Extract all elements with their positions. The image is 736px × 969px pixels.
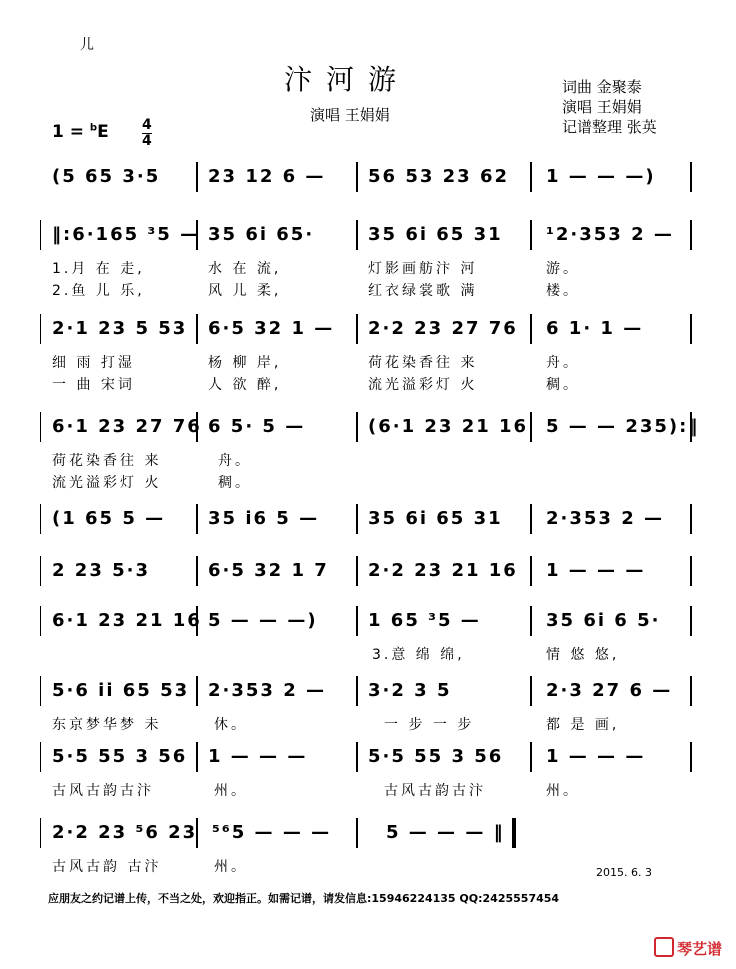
bar-line: [530, 504, 532, 534]
measure-group: 2·2 23 ⁵6 23: [52, 822, 198, 843]
measure-group: 3·2 3 5: [368, 680, 452, 701]
lyric-text: 水 在 流,: [208, 261, 282, 277]
bar-line: [356, 676, 358, 706]
footer-note: 应朋友之约记谱上传，不当之处，欢迎指正。如需记谱，请发信息:15946224135 QQ:2425557454: [48, 892, 560, 905]
measure-group: 2·1 23 5 53: [52, 318, 188, 339]
measure-group: 1 65 ³5 —: [368, 610, 481, 631]
bar-line: [690, 556, 692, 586]
bar-line: [690, 676, 692, 706]
bar-line: [356, 818, 358, 848]
bar-line: [356, 162, 358, 192]
measure-group: 2·353 2 —: [546, 508, 664, 529]
lyric-text: 州。: [546, 783, 580, 799]
bar-line: [530, 220, 532, 250]
measure-group: 1 — — —): [546, 166, 656, 187]
bar-line: [356, 220, 358, 250]
lyric-text: 古风古韵古汴: [52, 783, 154, 799]
measure-group: ‖:6·165 ³5 —: [52, 224, 201, 245]
measure-group: ¹2·353 2 —: [546, 224, 674, 245]
lyric-text: 州。: [214, 859, 248, 875]
measure-group: 35 6i 65 31: [368, 224, 503, 245]
bar-line: [40, 676, 41, 706]
measure-group: 23 12 6 —: [208, 166, 326, 187]
measure-group: 35 6i 65 31: [368, 508, 503, 529]
lyric-text: 稠。: [546, 377, 580, 393]
measure-group: 2·2 23 27 76: [368, 318, 518, 339]
lyric-text: 流光溢彩灯 火: [368, 377, 478, 393]
bar-line: [690, 606, 692, 636]
bar-line: [530, 162, 532, 192]
measure-group: 5 — — —): [208, 610, 318, 631]
lyric-text: 古风古韵古汴: [384, 783, 486, 799]
measure-group: 1 — — —: [546, 746, 646, 767]
bar-line: [196, 556, 198, 586]
lyric-text: 灯影画舫汴 河: [368, 261, 478, 277]
measure-group: 2 23 5·3: [52, 560, 150, 581]
measure-group: 6 1· 1 —: [546, 318, 644, 339]
lyric-text: 情 悠 悠,: [546, 647, 620, 663]
bar-line: [356, 412, 358, 442]
watermark-logo: 琴艺谱: [654, 937, 722, 959]
lyric-text: 州。: [214, 783, 248, 799]
bar-line: [530, 412, 532, 442]
lyric-text: 都 是 画,: [546, 717, 620, 733]
singer-line: 演唱 王娟娟: [310, 106, 390, 124]
lyric-text: 荷花染香往 来: [368, 355, 478, 371]
bar-line: [356, 314, 358, 344]
measure-group: 35 i6 5 —: [208, 508, 320, 529]
bar-line: [690, 742, 692, 772]
bar-line: [356, 556, 358, 586]
bar-line: [196, 314, 198, 344]
lyric-text: 流光溢彩灯 火: [52, 475, 162, 491]
measure-group: 56 53 23 62: [368, 166, 509, 187]
bar-line: [40, 606, 41, 636]
bar-line: [690, 504, 692, 534]
bar-line: [196, 504, 198, 534]
measure-group: (1 65 5 —: [52, 508, 166, 529]
credit-lyricist: 词曲 金聚泰: [562, 78, 642, 96]
lyric-text: 细 雨 打湿: [52, 355, 135, 371]
bar-line: [356, 606, 358, 636]
lyric-text: 舟。: [218, 453, 252, 469]
bar-line: [40, 220, 41, 250]
measure-group: 6 5· 5 —: [208, 416, 306, 437]
bar-line: [356, 742, 358, 772]
bar-line: [530, 676, 532, 706]
measure-group: 5·6 ii 65 53: [52, 680, 190, 701]
date: 2015. 6. 3: [596, 866, 652, 879]
measure-group: 5 — — — ‖: [386, 822, 505, 843]
corner-mark: 儿: [80, 37, 94, 53]
lyric-text: 风 儿 柔,: [208, 283, 282, 299]
bar-line: [196, 742, 198, 772]
lyric-text: 红衣绿裳歌 满: [368, 283, 478, 299]
bar-line: [196, 676, 198, 706]
lyric-text: 杨 柳 岸,: [208, 355, 282, 371]
measure-group: 5·5 55 3 56: [368, 746, 504, 767]
key-signature: 1 = $^b$E: [52, 122, 109, 142]
song-title: 汴河游: [284, 63, 411, 96]
bar-line: [530, 742, 532, 772]
bar-line: [690, 162, 692, 192]
time-signature: $\frac{4}{4}$: [142, 117, 152, 149]
lyric-text: 一 曲 宋词: [52, 377, 135, 393]
measure-group: 1 — — —: [546, 560, 646, 581]
measure-group: 6·1 23 27 76: [52, 416, 202, 437]
lyric-text: 楼。: [546, 283, 580, 299]
measure-group: 6·1 23 21 16: [52, 610, 202, 631]
bar-line: [40, 742, 41, 772]
bar-line: [356, 504, 358, 534]
bar-line: [40, 314, 41, 344]
measure-group: 6·5 32 1 —: [208, 318, 335, 339]
lyric-text: 舟。: [546, 355, 580, 371]
measure-group: (6·1 23 21 16: [368, 416, 529, 437]
measure-group: ⁵⁶5 — — —: [212, 822, 332, 843]
measure-group: 2·2 23 21 16: [368, 560, 518, 581]
bar-line: [530, 606, 532, 636]
bar-line: [196, 162, 198, 192]
measure-group: 5·5 55 3 56: [52, 746, 188, 767]
bar-line: [40, 412, 41, 442]
lyric-text: 古风古韵 古汴: [52, 859, 162, 875]
lyric-text: 荷花染香往 来: [52, 453, 162, 469]
lyric-text: 稠。: [218, 475, 252, 491]
measure-group: 6·5 32 1 7: [208, 560, 329, 581]
logo-icon: [654, 937, 674, 957]
lyric-text: 1.月 在 走,: [52, 261, 145, 277]
bar-line: [40, 504, 41, 534]
lyric-text: 一 步 一 步: [384, 717, 475, 733]
lyric-text: 休。: [214, 717, 248, 733]
lyric-text: 游。: [546, 261, 580, 277]
bar-line: [40, 556, 41, 586]
measure-group: (5 65 3·5: [52, 166, 161, 187]
credit-singer: 演唱 王娟娟: [562, 98, 642, 116]
bar-line: [512, 818, 516, 848]
bar-line: [530, 556, 532, 586]
measure-group: 1 — — —: [208, 746, 308, 767]
measure-group: 5 — — 235):‖: [546, 416, 700, 437]
bar-line: [40, 818, 41, 848]
bar-line: [690, 314, 692, 344]
bar-line: [690, 220, 692, 250]
measure-group: 2·353 2 —: [208, 680, 326, 701]
lyric-text: 人 欲 醉,: [208, 377, 282, 393]
lyric-text: 3.意 绵 绵,: [372, 647, 465, 663]
credit-transcriber: 记谱整理 张英: [562, 118, 657, 136]
lyric-text: 2.鱼 儿 乐,: [52, 283, 145, 299]
measure-group: 35 6i 6 5·: [546, 610, 661, 631]
measure-group: 35 6i 65·: [208, 224, 315, 245]
lyric-text: 东京梦华梦 未: [52, 717, 162, 733]
bar-line: [530, 314, 532, 344]
measure-group: 2·3 27 6 —: [546, 680, 673, 701]
